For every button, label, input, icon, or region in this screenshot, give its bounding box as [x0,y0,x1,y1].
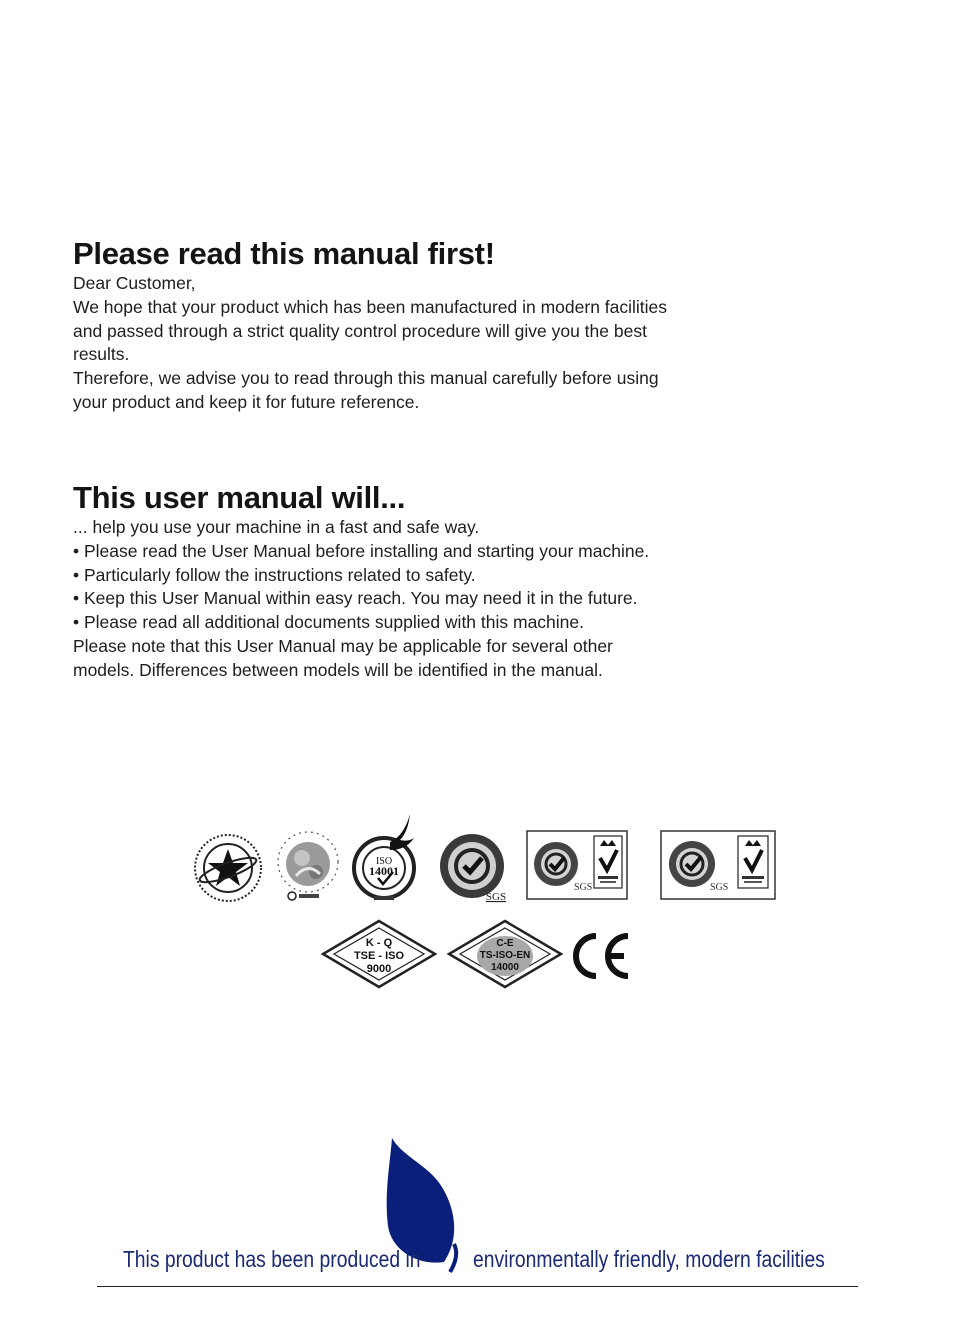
ce-mark-icon [568,928,638,984]
intro-line: results. [73,344,130,365]
intro-line: We hope that your product which has been manufactured in modern facilities [73,296,668,317]
manual-line: Please note that this User Manual may be applicable for several other [73,635,613,656]
quality-star-seal-icon [190,832,270,904]
certification-marks [320,918,640,990]
sgs-ukas-box-icon [660,830,776,900]
sgs-label: SGS [485,891,507,903]
footer-text-left: This product has been produced in [123,1246,421,1272]
iso-14001-seal-icon [350,812,428,904]
manual-bullet: • Please read all additional documents supplied with this machine. [73,612,585,633]
manual-bullet: • Please read the User Manual before installing and starting your machine. [73,540,650,561]
ts-line-3: 14000 [491,962,519,973]
tse-line-2: TSE - ISO [353,950,405,962]
manual-section [73,480,753,683]
footer-divider [97,1286,858,1287]
intro-greeting: Dear Customer, [73,273,196,293]
tse-iso-9000-mark-icon [320,918,438,990]
ts-line-2: TS-ISO-EN [479,950,531,961]
manual-line: models. Differences between models will be identified in the manual. [73,659,603,680]
intro-section [73,236,753,415]
manual-bullet: • Keep this User Manual within easy reach. You may need it in the future. [73,588,638,609]
footer-text-right: environmentally friendly, modern facilities [473,1246,825,1272]
manual-heading: This user manual will... [73,480,406,515]
iso-number: 14001 [369,864,399,878]
iso-label: ISO [375,856,393,867]
tse-line-1: K - Q [365,937,393,949]
ts-iso-en-14000-mark-icon [446,918,564,990]
intro-line: your product and keep it for future reference. [73,391,420,412]
manual-line: ... help you use your machine in a fast and safe way. [73,517,480,537]
tse-line-3: 9000 [366,963,392,975]
ts-line-1: C-E [496,938,514,949]
environment-seal-icon [274,828,344,904]
sgs-check-seal-icon [438,830,516,904]
sgs-ukas-box-icon [526,830,628,900]
intro-line: and passed through a strict quality control procedure will give you the best [73,320,647,341]
manual-bullet: • Particularly follow the instructions related to safety. [73,564,476,585]
intro-line: Therefore, we advise you to read through this manual carefully before using [73,368,659,389]
certification-logos [190,812,780,904]
sgs-label: SGS [574,882,593,893]
intro-heading: Please read this manual first! [73,236,495,271]
sgs-label: SGS [710,882,729,893]
